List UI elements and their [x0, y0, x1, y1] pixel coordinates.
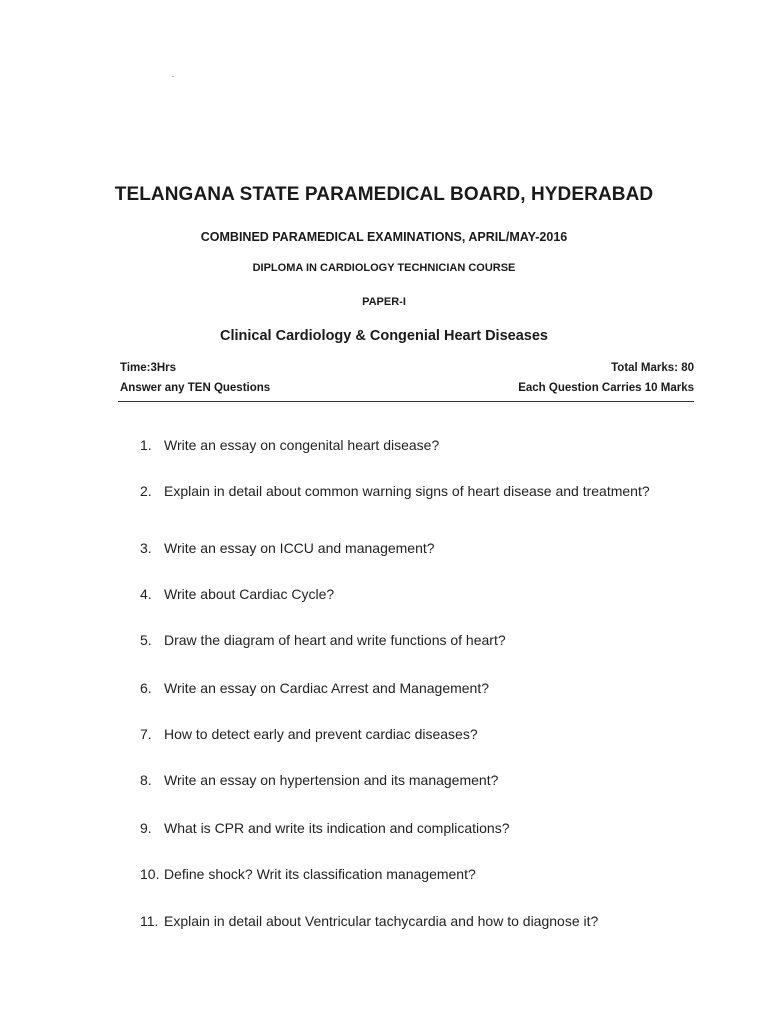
- subject-title: Clinical Cardiology & Congenial Heart Diseases: [220, 328, 548, 344]
- question-text: Explain in detail about Ventricular tachycardia and how to diagnose it?: [164, 913, 599, 929]
- question-item: [140, 820, 700, 837]
- question-text: Write an essay on hypertension and its management?: [164, 772, 499, 788]
- question-text: Write about Cardiac Cycle?: [164, 586, 335, 602]
- time-label: Time:3Hrs: [120, 362, 177, 374]
- question-item: [140, 540, 700, 557]
- question-number: 2.: [140, 483, 152, 499]
- question-text: Explain in detail about common warning signs of heart disease and treatment?: [164, 483, 650, 499]
- question-number: 6.: [140, 680, 152, 696]
- question-number: 10.: [140, 866, 160, 882]
- question-item: [140, 680, 700, 697]
- paper-number: PAPER-I: [362, 296, 406, 308]
- board-title: TELANGANA STATE PARAMEDICAL BOARD, HYDERABAD: [114, 184, 654, 205]
- instruction-label: Answer any TEN Questions: [120, 382, 271, 394]
- question-number: 3.: [140, 540, 152, 556]
- question-item: [140, 437, 700, 454]
- question-item: [140, 772, 700, 789]
- exam-title: COMBINED PARAMEDICAL EXAMINATIONS, APRIL/MAY-2016: [200, 230, 568, 244]
- question-text: Write an essay on ICCU and management?: [164, 540, 435, 556]
- question-text: What is CPR and write its indication and complications?: [164, 820, 510, 836]
- scan-speck: [172, 76, 174, 77]
- question-item: [140, 866, 700, 883]
- marks-each-label: Each Question Carries 10 Marks: [518, 382, 694, 394]
- paper-header: [0, 184, 768, 344]
- question-number: 4.: [140, 586, 152, 602]
- question-text: Define shock? Writ its classification management?: [164, 866, 476, 882]
- question-number: 11.: [140, 913, 159, 929]
- question-text: Write an essay on Cardiac Arrest and Management?: [164, 680, 490, 696]
- question-number: 7.: [140, 726, 152, 742]
- question-text: How to detect early and prevent cardiac diseases?: [164, 726, 478, 742]
- header-divider: [118, 401, 694, 402]
- question-item: [140, 726, 700, 743]
- meta-row-2: [120, 382, 694, 394]
- question-number: 5.: [140, 632, 152, 648]
- question-number: 9.: [140, 820, 152, 836]
- question-number: 1.: [140, 437, 152, 453]
- question-item: [140, 632, 700, 649]
- question-item: [140, 913, 700, 930]
- course-title: DIPLOMA IN CARDIOLOGY TECHNICIAN COURSE: [252, 262, 516, 274]
- question-text: Draw the diagram of heart and write functions of heart?: [164, 632, 506, 648]
- total-marks-label: Total Marks: 80: [611, 362, 694, 374]
- question-item: [140, 586, 700, 603]
- question-item: [140, 483, 700, 500]
- question-text: Write an essay on congenital heart disease?: [164, 437, 440, 453]
- meta-row-1: [120, 362, 694, 374]
- question-number: 8.: [140, 772, 152, 788]
